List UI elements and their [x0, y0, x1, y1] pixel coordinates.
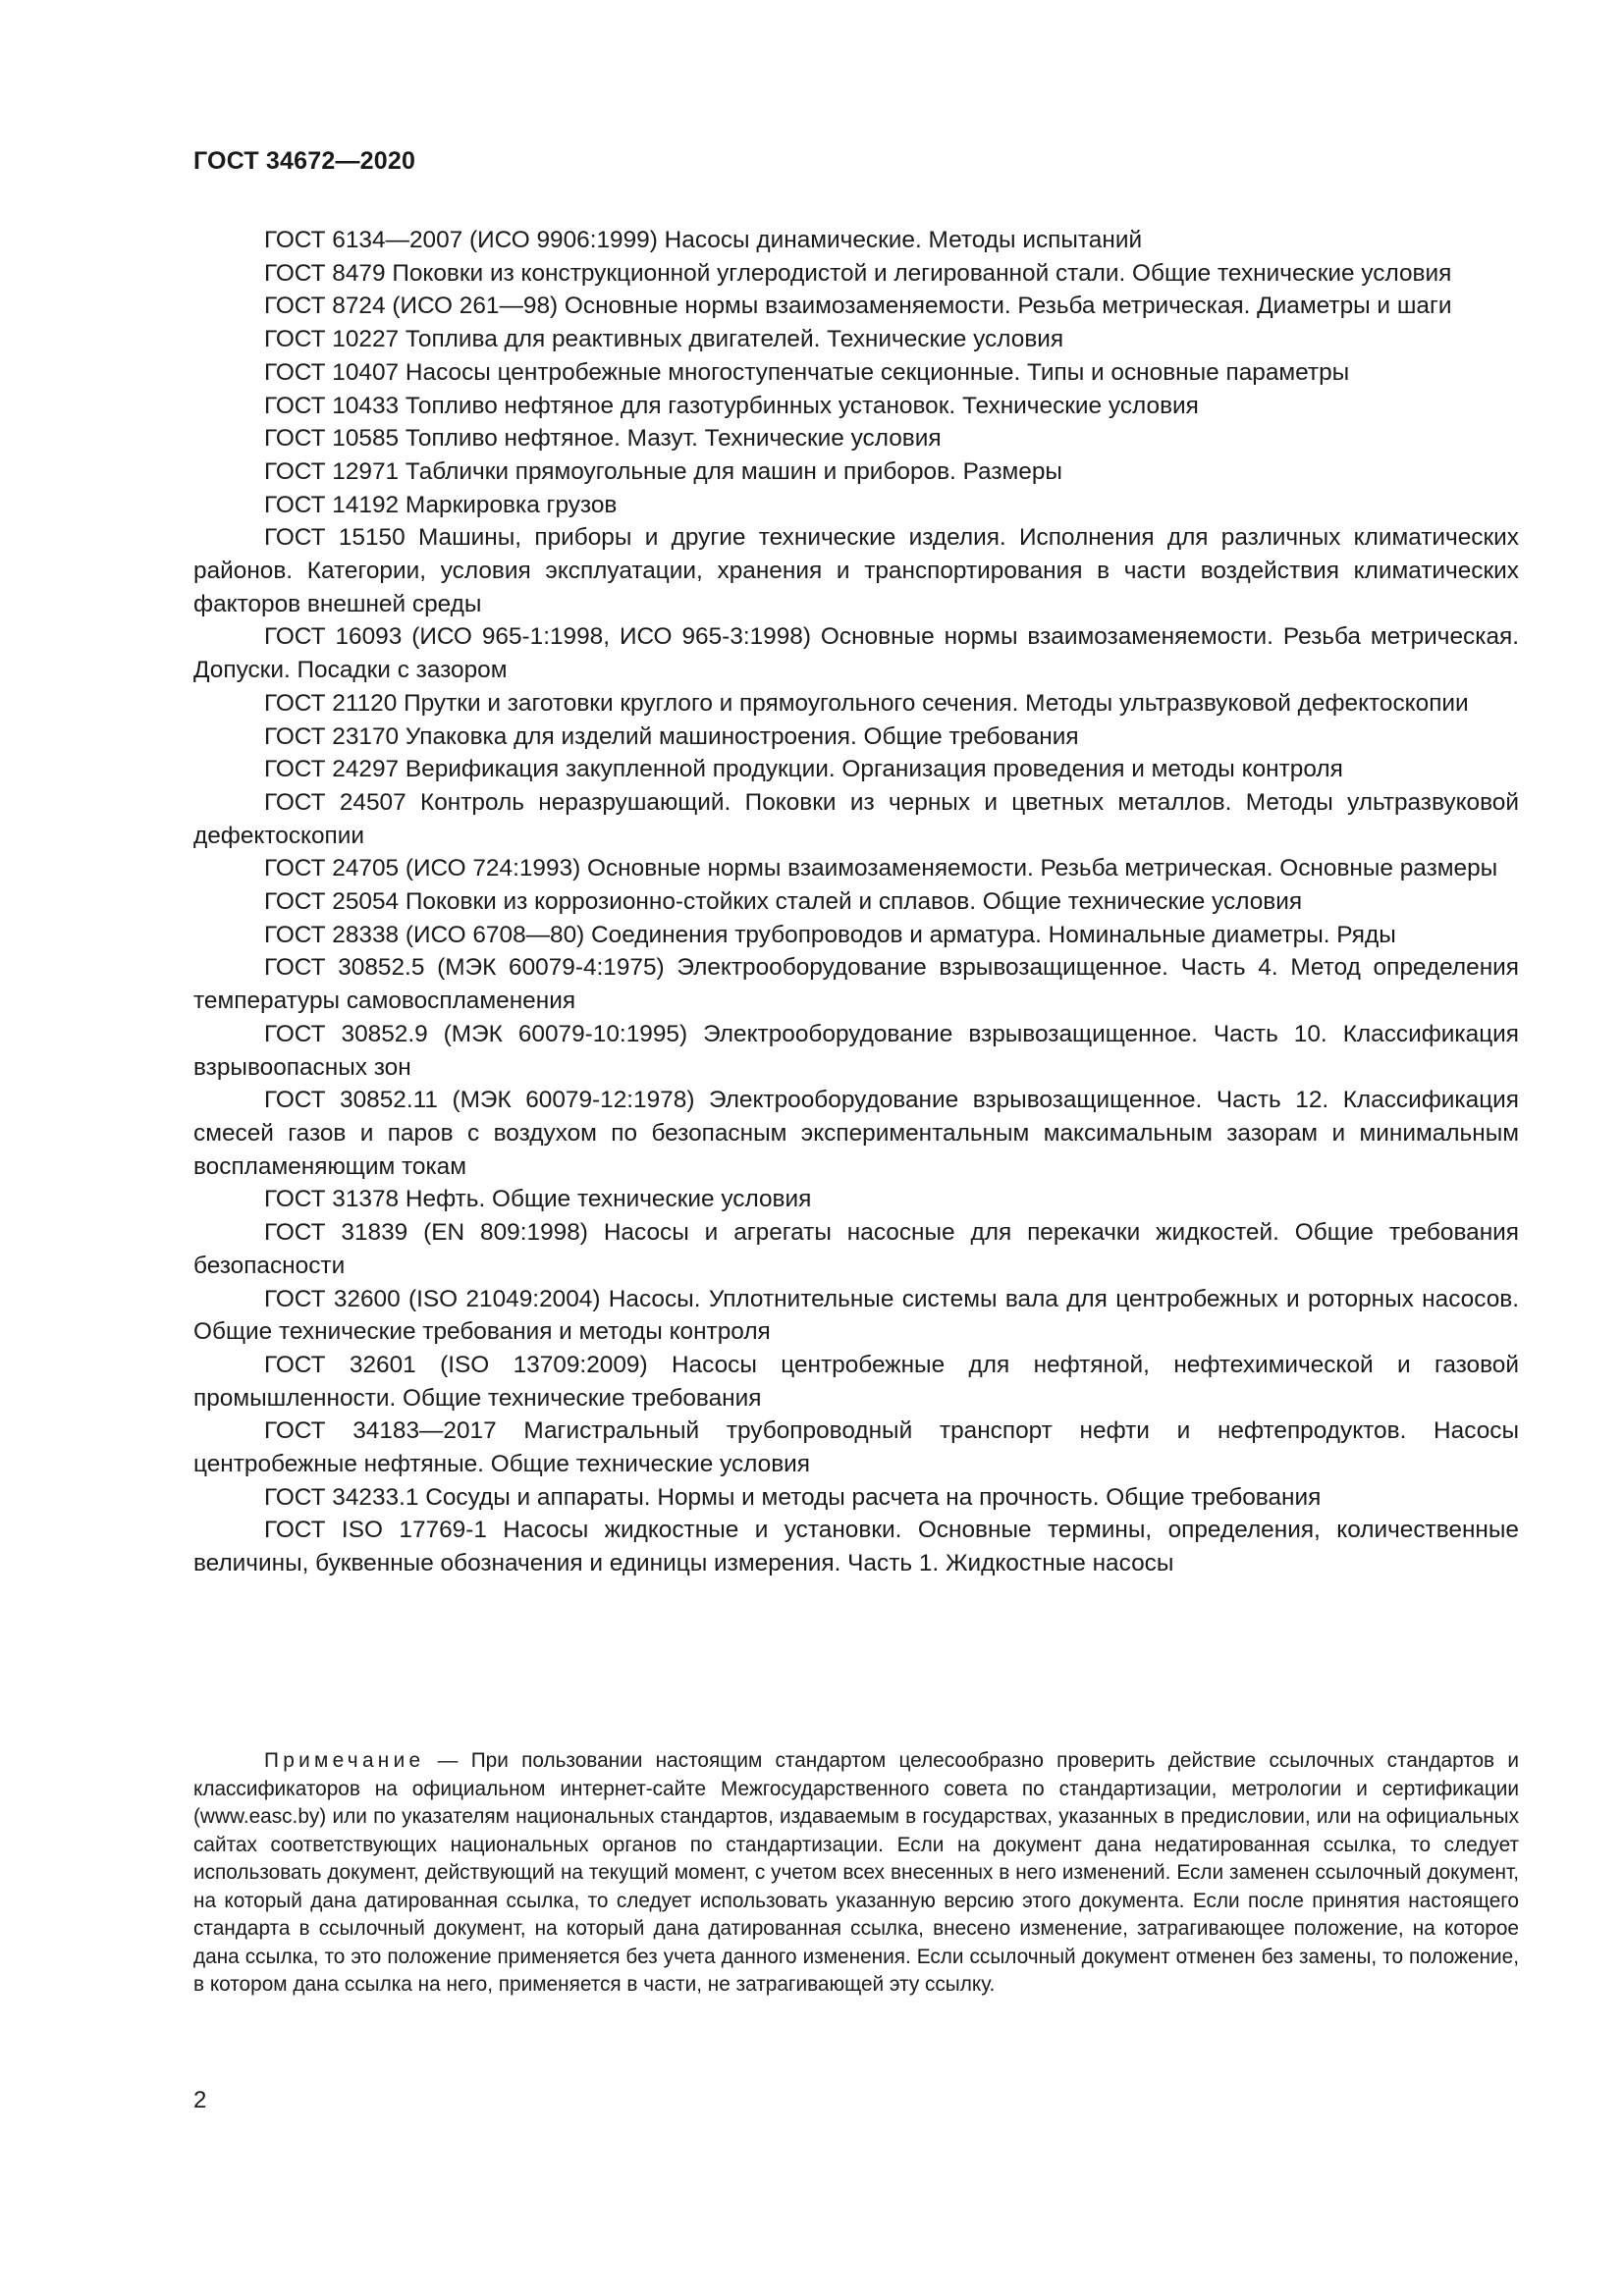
reference-item: ГОСТ 34183—2017 Магистральный трубопроводный транспорт нефти и нефтепродуктов. Насосы центробежные нефтяные. Общие технические условия: [193, 1417, 1519, 1478]
reference-item: ГОСТ 21120 Прутки и заготовки круглого и прямоугольного сечения. Методы ультразвуковой дефектоскопии: [264, 689, 1469, 717]
reference-item: ГОСТ 24297 Верификация закупленной продукции. Организация проведения и методы контроля: [264, 756, 1343, 783]
reference-item: ГОСТ 31378 Нефть. Общие технические условия: [264, 1186, 812, 1213]
reference-item: ГОСТ ISO 17769-1 Насосы жидкостные и установки. Основные термины, определения, количественные величины, буквенные обозначения и единицы измерения. Часть 1. Жидкостные насосы: [193, 1517, 1519, 1577]
reference-item: ГОСТ 30852.9 (МЭК 60079-10:1995) Электрооборудование взрывозащищенное. Часть 10. Классификация взрывоопасных зон: [193, 1020, 1519, 1081]
reference-item: ГОСТ 32600 (ISO 21049:2004) Насосы. Уплотнительные системы вала для центробежных и роторных насосов. Общие технические требования и методы контроля: [193, 1285, 1519, 1346]
reference-item: ГОСТ 16093 (ИСО 965-1:1998, ИСО 965-3:1998) Основные нормы взаимозаменяемости. Резьба метрическая. Допуски. Посадки с зазором: [193, 623, 1519, 684]
reference-item: ГОСТ 8724 (ИСО 261—98) Основные нормы взаимозаменяемости. Резьба метрическая. Диаметры и шаги: [264, 293, 1452, 320]
normative-references-list: [193, 224, 1519, 1580]
reference-item: ГОСТ 10227 Топлива для реактивных двигателей. Технические условия: [264, 326, 1064, 353]
reference-item: ГОСТ 6134—2007 (ИСО 9906:1999) Насосы динамические. Методы испытаний: [264, 227, 1143, 253]
reference-item: ГОСТ 8479 Поковки из конструкционной углеродистой и легированной стали. Общие технические условия: [264, 259, 1452, 287]
reference-item: ГОСТ 10433 Топливо нефтяное для газотурбинных установок. Технические условия: [264, 392, 1199, 419]
reference-item: ГОСТ 30852.11 (МЭК 60079-12:1978) Электрооборудование взрывозащищенное. Часть 12. Классификация смесей газов и паров с воздухом по безопасным экспериментальным максимальным зазорам и минимальным воспламеняющим токам: [193, 1087, 1519, 1180]
reference-item: ГОСТ 34233.1 Сосуды и аппараты. Нормы и методы расчета на прочность. Общие требования: [264, 1483, 1322, 1511]
note-label: Примечание: [264, 1749, 425, 1772]
reference-item: ГОСТ 10407 Насосы центробежные многоступенчатые секционные. Типы и основные параметры: [264, 358, 1350, 386]
reference-item: ГОСТ 30852.5 (МЭК 60079-4:1975) Электрооборудование взрывозащищенное. Часть 4. Метод определения температуры самовоспламенения: [193, 954, 1519, 1015]
reference-item: ГОСТ 23170 Упаковка для изделий машиностроения. Общие требования: [264, 722, 1079, 750]
reference-item: ГОСТ 12971 Таблички прямоугольные для машин и приборов. Размеры: [264, 457, 1062, 485]
reference-item: ГОСТ 31839 (EN 809:1998) Насосы и агрегаты насосные для перекачки жидкостей. Общие требования безопасности: [193, 1219, 1519, 1279]
reference-item: ГОСТ 24507 Контроль неразрушающий. Поковки из черных и цветных металлов. Методы ультразвуковой дефектоскопии: [193, 788, 1519, 849]
page-number: 2: [193, 2087, 207, 2113]
reference-item: ГОСТ 25054 Поковки из коррозионно-стойких сталей и сплавов. Общие технические условия: [264, 888, 1303, 916]
reference-item: ГОСТ 32601 (ISO 13709:2009) Насосы центробежные для нефтяной, нефтехимической и газовой промышленности. Общие технические требования: [193, 1351, 1519, 1412]
document-header: ГОСТ 34672—2020: [193, 147, 416, 175]
note-paragraph: [193, 1747, 1519, 2000]
note-text: — При пользовании настоящим стандартом целесообразно проверить действие ссылочных стандартов и классификаторов на официальном интернет-сайте Межгосударственного совета по стандартизации, метрологии и сертификации (www.easc.by) или по указателям национальных стандартов, издаваемым в государствах, указанных в предисловии, или на официальных сайтах соответствующих национальных органов по стандартизации. Если на документ дана недатированная ссылка, то следует использовать документ, действующий на текущий момент, с учетом всех внесенных в него изменений. Если заменен ссылочный документ, на который дана датированная ссылка, то следует использовать указанную версию этого документа. Если после принятия настоящего стандарта в ссылочный документ, на который дана датированная ссылка, внесено изменение, затрагивающее положение, на которое дана ссылка, то это положение применяется без учета данного изменения. Если ссылочный документ отменен без замены, то положение, в котором дана ссылка на него, применяется в части, не затрагивающей эту ссылку.: [193, 1749, 1519, 1996]
reference-item: ГОСТ 14192 Маркировка грузов: [264, 491, 618, 518]
reference-item: ГОСТ 15150 Машины, приборы и другие технические изделия. Исполнения для различных климатических районов. Категории, условия эксплуатации, хранения и транспортирования в части воздействия климатических факторов внешней среды: [193, 524, 1519, 617]
reference-item: ГОСТ 10585 Топливо нефтяное. Мазут. Технические условия: [264, 425, 942, 453]
reference-item: ГОСТ 24705 (ИСО 724:1993) Основные нормы взаимозаменяемости. Резьба метрическая. Основные размеры: [264, 855, 1498, 882]
reference-item: ГОСТ 28338 (ИСО 6708—80) Соединения трубопроводов и арматура. Номинальные диаметры. Ряды: [264, 921, 1396, 948]
